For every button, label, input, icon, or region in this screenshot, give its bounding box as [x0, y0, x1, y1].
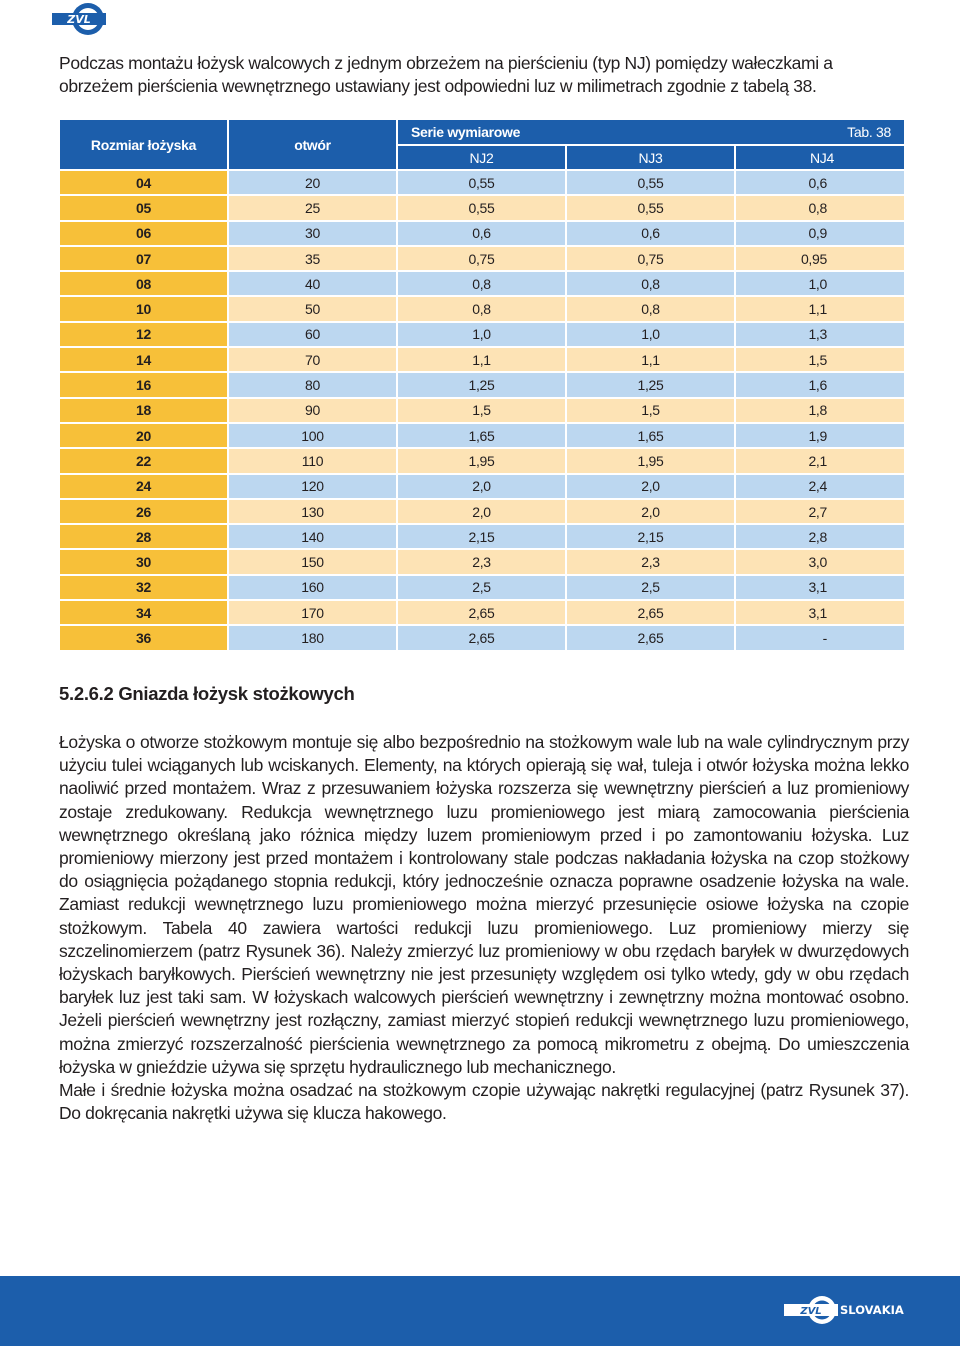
nj3-cell: 0,8 — [567, 297, 734, 320]
size-cell: 28 — [60, 525, 227, 548]
nj3-cell: 0,8 — [567, 272, 734, 295]
size-cell: 36 — [60, 626, 227, 649]
bore-cell: 150 — [229, 550, 396, 573]
size-cell: 14 — [60, 348, 227, 371]
table-row — [60, 323, 904, 346]
bore-cell: 50 — [229, 297, 396, 320]
nj2-cell: 1,25 — [398, 373, 565, 396]
nj2-cell: 2,0 — [398, 475, 565, 498]
nj2-cell: 2,65 — [398, 601, 565, 624]
nj4-cell: 1,0 — [736, 272, 904, 295]
bore-cell: 140 — [229, 525, 396, 548]
nj2-cell: 2,0 — [398, 500, 565, 523]
table-row — [60, 550, 904, 573]
size-cell: 20 — [60, 424, 227, 447]
table-row — [60, 272, 904, 295]
nj2-cell: 1,5 — [398, 399, 565, 422]
size-cell: 08 — [60, 272, 227, 295]
series-header-cell — [398, 120, 904, 144]
nj2-cell: 2,65 — [398, 626, 565, 649]
size-cell: 24 — [60, 475, 227, 498]
bore-cell: 60 — [229, 323, 396, 346]
nj3-cell: 2,3 — [567, 550, 734, 573]
nj4-cell: 1,9 — [736, 424, 904, 447]
nj2-cell: 0,6 — [398, 222, 565, 245]
size-cell: 10 — [60, 297, 227, 320]
zvl-logo — [52, 0, 106, 43]
size-cell: 34 — [60, 601, 227, 624]
nj3-cell: 0,55 — [567, 171, 734, 194]
bore-cell: 40 — [229, 272, 396, 295]
nj4-cell: 2,7 — [736, 500, 904, 523]
nj3-cell: 2,0 — [567, 475, 734, 498]
table-row — [60, 449, 904, 472]
nj2-cell: 2,5 — [398, 576, 565, 599]
nj2-cell: 0,8 — [398, 297, 565, 320]
bore-cell: 180 — [229, 626, 396, 649]
nj4-cell: 3,0 — [736, 550, 904, 573]
paragraph-1: Łożyska o otworze stożkowym montuje się albo bezpośrednio na stożkowym wale lub na wale cylindrycznym przy użyciu tulei wciąganych lub wciskanych. Elementy, na których opierają się wał, tuleja i otwór łożyska można lekko naoliwić przed montażem. Wraz z przesuwaniem łożyska rozszerza się wewnętrzny pierścień a luz promieniowy zostaje zredukowany. Redukcja wewnętrznego luzu promieniowego jest miarą zamocowania pierścienia wewnętrznego określaną jako różnica między luzem promieniowym przed i po zamontowaniu łożyska. Luz promieniowy mierzony jest przed montażem i kontrolowany stale podczas nakładania łożyska na czop stożkowy do osiągnięcia pożądanego stopnia redukcji, który jednocześnie oznacza poprawne osadzenie łożyska na wale. Zamiast redukcji wewnętrznego luzu promieniowego można mierzyć przesunięcie osiowe łożyska na czopie stożkowym. Tabela 40 zawiera wartości redukcji luzu promieniowego. Luz promieniowy mierzy się szczelinomierzem (patrz Rysunek 36). Należy zmierzyć luz promieniowy w obu rzędach baryłek w dwurzędowych łożyskach baryłkowych. Pierścień wewnętrzny nie jest przesunięty względem osi tylko wtedy, gdy w obu rzędach baryłek luz jest taki sam. W łożyskach walcowych pierścień wewnętrzny i zewnętrzny można montować osobno. Jeżeli pierścień wewnętrzny jest rozłączny, zamiast mierzyć stopień redukcji wewnętrznego luzu promieniowego, można zmierzyć rozszerzalność pierścienia wewnętrznego za pomocą mikrometru z obejmą. Do umieszczenia łożyska w gnieździe używa się sprzętu hydraulicznego lub mechanicznego. — [59, 732, 909, 1077]
size-cell: 30 — [60, 550, 227, 573]
size-cell: 22 — [60, 449, 227, 472]
table-row — [60, 247, 904, 270]
intro-text: Podczas montażu łożysk walcowych z jednym obrzeżem na pierścieniu (typ NJ) pomiędzy wałeczkami a obrzeżem pierścienia wewnętrznego ustawiany jest odpowiedni luz w milimetrach zgodnie z tabelą 38. — [59, 53, 833, 96]
series-header: Serie wymiarowe — [411, 124, 521, 140]
nj4-cell: 1,3 — [736, 323, 904, 346]
table-row — [60, 373, 904, 396]
table-row — [60, 399, 904, 422]
size-header: Rozmiar łożyska — [60, 120, 227, 169]
section-body — [59, 731, 909, 1125]
nj3-cell: 1,5 — [567, 399, 734, 422]
size-cell: 12 — [60, 323, 227, 346]
size-cell: 32 — [60, 576, 227, 599]
nj3-cell: 2,5 — [567, 576, 734, 599]
table-row — [60, 196, 904, 219]
table-row — [60, 475, 904, 498]
table-row — [60, 576, 904, 599]
size-cell: 16 — [60, 373, 227, 396]
bore-header: otwór — [229, 120, 396, 169]
table-row — [60, 626, 904, 649]
nj4-cell: 0,9 — [736, 222, 904, 245]
nj3-cell: 0,75 — [567, 247, 734, 270]
nj2-cell: 0,55 — [398, 171, 565, 194]
nj2-cell: 1,95 — [398, 449, 565, 472]
nj3-cell: 2,65 — [567, 601, 734, 624]
section-title: 5.2.6.2 Gniazda łożysk stożkowych — [59, 683, 355, 704]
bore-cell: 70 — [229, 348, 396, 371]
nj4-cell: 2,1 — [736, 449, 904, 472]
nj2-cell: 2,3 — [398, 550, 565, 573]
table-row — [60, 601, 904, 624]
bottom-logo-text: ZVL — [800, 1306, 822, 1317]
bore-cell: 80 — [229, 373, 396, 396]
table-row — [60, 424, 904, 447]
bore-cell: 110 — [229, 449, 396, 472]
nj4-cell: 1,8 — [736, 399, 904, 422]
table-number: Tab. 38 — [847, 124, 891, 140]
paragraph-2: Małe i średnie łożyska można osadzać na stożkowym czopie używając nakrętki regulacyjnej (patrz Rysunek 37). Do dokręcania nakrętki używa się klucza hakowego. — [59, 1080, 909, 1124]
clearance-table — [59, 118, 905, 652]
bore-cell: 160 — [229, 576, 396, 599]
nj4-cell: 1,5 — [736, 348, 904, 371]
nj2-cell: 1,1 — [398, 348, 565, 371]
zvl-slovakia-logo — [784, 1292, 904, 1333]
table-row — [60, 500, 904, 523]
bore-cell: 170 — [229, 601, 396, 624]
col-header-nj4: NJ4 — [736, 146, 904, 169]
size-cell: 18 — [60, 399, 227, 422]
nj4-cell: 1,1 — [736, 297, 904, 320]
bore-cell: 20 — [229, 171, 396, 194]
nj3-cell: 1,1 — [567, 348, 734, 371]
top-logo-text: ZVL — [67, 13, 91, 26]
nj2-cell: 1,0 — [398, 323, 565, 346]
nj3-cell: 0,55 — [567, 196, 734, 219]
bore-cell: 120 — [229, 475, 396, 498]
nj4-cell: 3,1 — [736, 601, 904, 624]
nj3-cell: 1,65 — [567, 424, 734, 447]
bore-cell: 25 — [229, 196, 396, 219]
size-cell: 07 — [60, 247, 227, 270]
nj2-cell: 2,15 — [398, 525, 565, 548]
nj4-cell: 3,1 — [736, 576, 904, 599]
intro-paragraph — [59, 52, 911, 98]
bore-cell: 30 — [229, 222, 396, 245]
nj4-cell: 0,6 — [736, 171, 904, 194]
nj3-cell: 1,0 — [567, 323, 734, 346]
bore-cell: 90 — [229, 399, 396, 422]
nj4-cell: 0,8 — [736, 196, 904, 219]
col-header-nj2: NJ2 — [398, 146, 565, 169]
col-header-nj3: NJ3 — [567, 146, 734, 169]
nj4-cell: 0,95 — [736, 247, 904, 270]
bore-cell: 35 — [229, 247, 396, 270]
nj2-cell: 0,75 — [398, 247, 565, 270]
nj3-cell: 2,0 — [567, 500, 734, 523]
bore-cell: 130 — [229, 500, 396, 523]
nj2-cell: 0,55 — [398, 196, 565, 219]
size-cell: 05 — [60, 196, 227, 219]
nj4-cell: 2,8 — [736, 525, 904, 548]
nj3-cell: 1,25 — [567, 373, 734, 396]
nj3-cell: 0,6 — [567, 222, 734, 245]
size-cell: 26 — [60, 500, 227, 523]
nj2-cell: 0,8 — [398, 272, 565, 295]
size-cell: 04 — [60, 171, 227, 194]
table-row — [60, 348, 904, 371]
nj4-cell: 1,6 — [736, 373, 904, 396]
table-row — [60, 222, 904, 245]
bottom-logo-suffix: SLOVAKIA — [840, 1303, 904, 1317]
nj3-cell: 2,15 — [567, 525, 734, 548]
table-row — [60, 171, 904, 194]
table-row — [60, 297, 904, 320]
size-cell: 06 — [60, 222, 227, 245]
nj4-cell: - — [736, 626, 904, 649]
nj3-cell: 2,65 — [567, 626, 734, 649]
table-row — [60, 525, 904, 548]
nj4-cell: 2,4 — [736, 475, 904, 498]
nj3-cell: 1,95 — [567, 449, 734, 472]
nj2-cell: 1,65 — [398, 424, 565, 447]
bore-cell: 100 — [229, 424, 396, 447]
